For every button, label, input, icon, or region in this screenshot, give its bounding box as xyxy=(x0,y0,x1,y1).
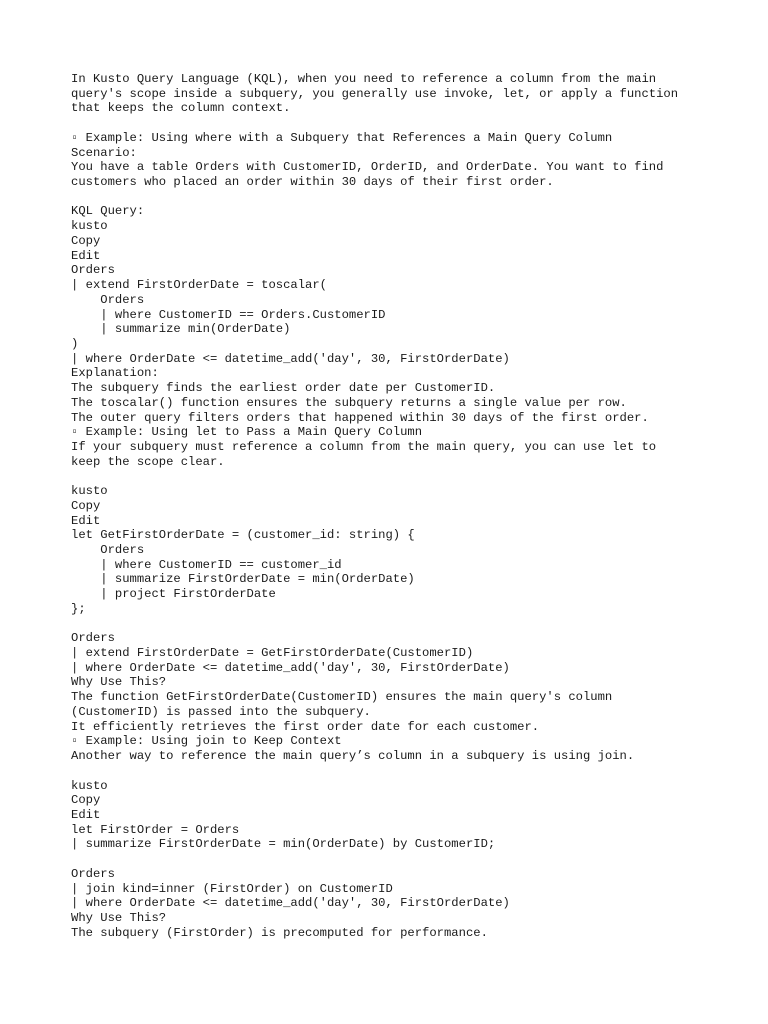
text-line: It efficiently retrieves the first order date for each customer. xyxy=(71,719,540,734)
text-line: | extend FirstOrderDate = toscalar( xyxy=(71,278,327,293)
text-line: let FirstOrder = Orders xyxy=(71,822,240,837)
text-line: Another way to reference the main query’s column in a subquery is using join. xyxy=(71,749,635,764)
text-line: kusto xyxy=(71,484,108,499)
text-line: (CustomerID) is passed into the subquery. xyxy=(71,704,371,719)
text-line: }; xyxy=(71,601,86,616)
text-line: | where CustomerID == customer_id xyxy=(71,557,342,572)
text-line: kusto xyxy=(71,778,108,793)
text-line: | summarize FirstOrderDate = min(OrderDate) xyxy=(71,572,415,587)
blank-line xyxy=(71,116,761,131)
text-line: | project FirstOrderDate xyxy=(71,587,276,602)
text-line: Edit xyxy=(71,807,101,822)
text-line: | extend FirstOrderDate = GetFirstOrderDate(CustomerID) xyxy=(71,646,474,661)
blank-line xyxy=(71,764,761,779)
blank-line xyxy=(71,617,761,632)
text-line: Scenario: xyxy=(71,145,137,160)
text-line: Orders xyxy=(71,631,115,646)
blank-line xyxy=(71,852,761,867)
text-line: | where OrderDate <= datetime_add('day', 30, FirstOrderDate) xyxy=(71,351,510,366)
text-line: If your subquery must reference a column from the main query, you can use let to xyxy=(71,439,657,454)
blank-line xyxy=(71,469,761,484)
text-line: | where OrderDate <= datetime_add('day', 30, FirstOrderDate) xyxy=(71,896,510,911)
text-line: let GetFirstOrderDate = (customer_id: string) { xyxy=(71,528,415,543)
text-line: ▫ Example: Using where with a Subquery that References a Main Query Column xyxy=(71,130,613,145)
text-line: Why Use This? xyxy=(71,675,167,690)
text-line: Copy xyxy=(71,793,101,808)
text-line: kusto xyxy=(71,219,108,234)
text-line: Why Use This? xyxy=(71,910,167,925)
text-line: Orders xyxy=(71,292,145,307)
text-line: keep the scope clear. xyxy=(71,454,225,469)
text-line: ▫ Example: Using join to Keep Context xyxy=(71,734,342,749)
text-line: ▫ Example: Using let to Pass a Main Query Column xyxy=(71,425,423,440)
text-line: The toscalar() function ensures the subquery returns a single value per row. xyxy=(71,395,627,410)
text-line: Edit xyxy=(71,248,101,263)
text-line: query's scope inside a subquery, you generally use invoke, let, or apply a function xyxy=(71,86,679,101)
text-line: You have a table Orders with CustomerID, OrderID, and OrderDate. You want to find xyxy=(71,160,664,175)
text-line: | where CustomerID == Orders.CustomerID xyxy=(71,307,386,322)
text-line: | summarize min(OrderDate) xyxy=(71,322,291,337)
text-line: ) xyxy=(71,336,79,351)
blank-line xyxy=(71,190,761,205)
text-line: Orders xyxy=(71,866,115,881)
text-line: Copy xyxy=(71,233,101,248)
text-line: that keeps the column context. xyxy=(71,101,291,116)
text-line: | where OrderDate <= datetime_add('day', 30, FirstOrderDate) xyxy=(71,660,510,675)
text-line: The outer query filters orders that happened within 30 days of the first order. xyxy=(71,410,649,425)
text-line: The subquery finds the earliest order date per CustomerID. xyxy=(71,381,496,396)
text-line: customers who placed an order within 30 days of their first order. xyxy=(71,175,554,190)
text-line: | join kind=inner (FirstOrder) on CustomerID xyxy=(71,881,393,896)
text-line: Edit xyxy=(71,513,101,528)
text-line: Orders xyxy=(71,263,115,278)
text-line: Explanation: xyxy=(71,366,159,381)
text-line: | summarize FirstOrderDate = min(OrderDate) by CustomerID; xyxy=(71,837,496,852)
text-line: Orders xyxy=(71,543,145,557)
document-body xyxy=(71,72,761,940)
text-line: In Kusto Query Language (KQL), when you need to reference a column from the main xyxy=(71,72,657,86)
text-line: The subquery (FirstOrder) is precomputed for performance. xyxy=(71,925,488,940)
text-line: The function GetFirstOrderDate(CustomerID) ensures the main query's column xyxy=(71,690,613,705)
text-line: KQL Query: xyxy=(71,204,145,219)
text-line: Copy xyxy=(71,498,101,513)
